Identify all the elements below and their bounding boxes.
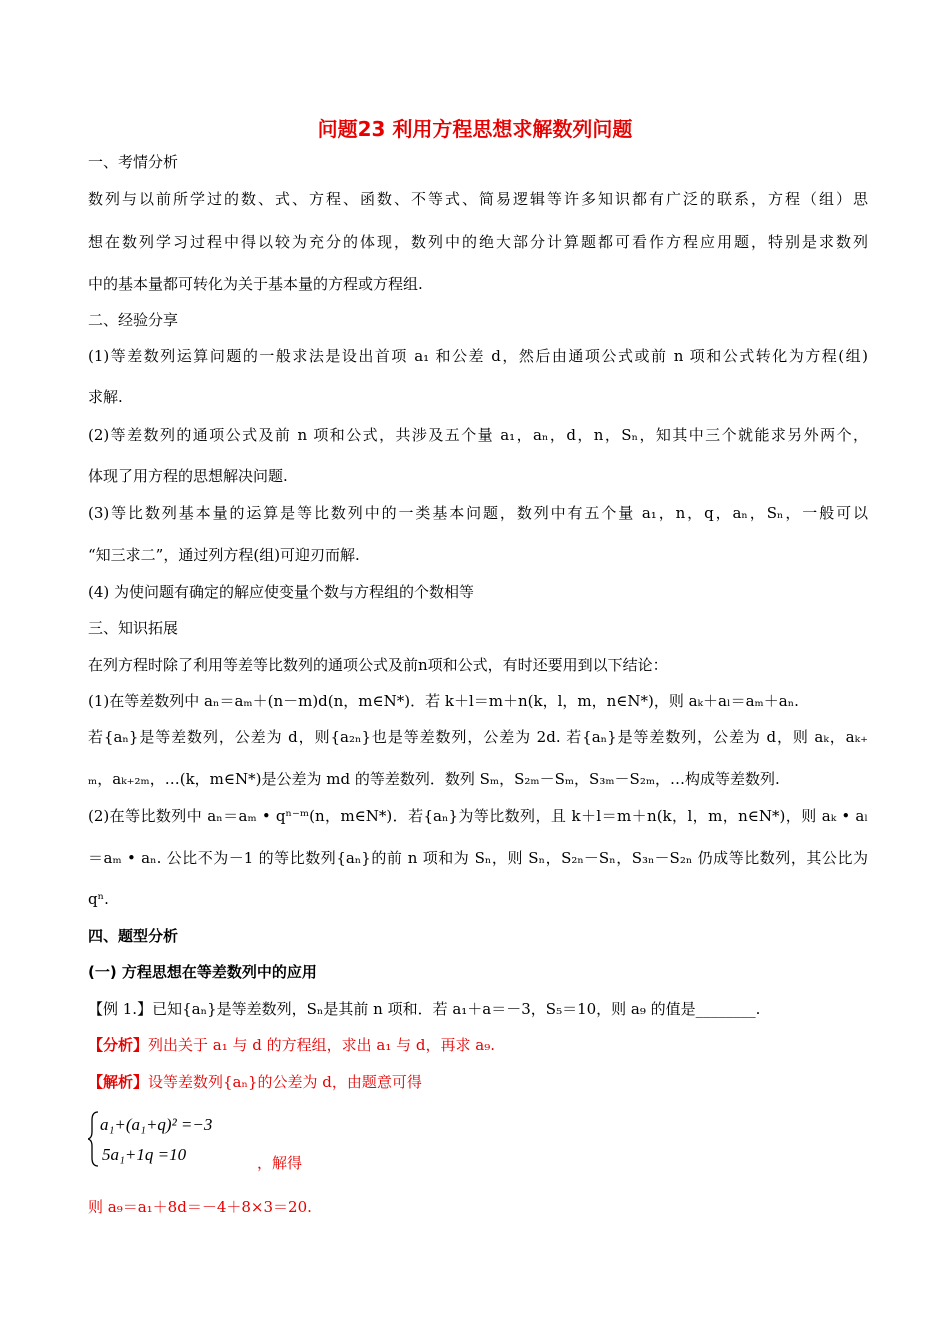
analysis-line	[88, 1034, 868, 1056]
page-title: 问题23 利用方程思想求解数列问题	[317, 117, 633, 141]
paragraph-line: 求解.	[88, 388, 123, 406]
solution-label: 【解析】	[88, 1073, 149, 1091]
brace-icon	[88, 1112, 98, 1166]
paragraph-line: qⁿ.	[88, 890, 109, 908]
solution-text: 设等差数列{aₙ}的公差为 d，由题意可得	[148, 1073, 422, 1091]
section-heading-experience: 二、经验分享	[88, 311, 179, 329]
paragraph-line: 若{aₙ}是等差数列，公差为 d，则{a₂ₙ}也是等差数列，公差为 2d. 若{aₙ}是等差数列，公差为 d，则 aₖ，aₖ₊	[88, 728, 868, 746]
section-heading-knowledge: 三、知识拓展	[88, 619, 179, 637]
paragraph-line: ＝aₘ • aₙ. 公比不为－1 的等比数列{aₙ}的前 n 项和为 Sₙ，则 Sₙ，S₂ₙ－Sₙ，S₃ₙ－S₂ₙ 仍成等比数列，其公比为	[88, 849, 868, 867]
paragraph-line: (1)等差数列运算问题的一般求法是设出首项 a₁ 和公差 d，然后由通项公式或前 n 项和公式转化为方程(组)	[88, 347, 868, 365]
paragraph-line: ₘ，aₖ₊₂ₘ，…(k，m∈N*)是公差为 md 的等差数列．数列 Sₘ，S₂ₘ－Sₘ，S₃ₘ－S₂ₘ，…构成等差数列.	[88, 770, 780, 788]
final-answer-line: 则 a₉＝a₁＋8d＝－4＋8×3＝20.	[88, 1198, 312, 1216]
paragraph-line: (3)等比数列基本量的运算是等比数列中的一类基本问题，数列中有五个量 a₁，n，q，aₙ，Sₙ，一般可以	[88, 504, 868, 522]
section-heading-analysis: 一、考情分析	[88, 153, 179, 171]
paragraph-line: (4) 为使问题有确定的解应使变量个数与方程组的个数相等	[88, 583, 475, 601]
equation-trailing-text: ，解得	[257, 1154, 303, 1172]
solution-line	[88, 1071, 868, 1093]
paragraph-line: 想在数列学习过程中得以较为充分的体现，数列中的绝大部分计算题都可看作方程应用题，特别是求数列	[88, 233, 868, 251]
equation-1: a₁+(a₁+q)² =−3	[100, 1115, 213, 1134]
analysis-label: 【分析】	[88, 1036, 149, 1054]
paragraph-line: (1)在等差数列中 aₙ＝aₘ＋(n－m)d(n，m∈N*)．若 k＋l＝m＋n(k，l，m，n∈N*)，则 aₖ＋aₗ＝aₘ＋aₙ.	[88, 692, 799, 710]
section-heading-problem-types: 四、题型分析	[88, 927, 179, 945]
equation-system	[88, 1108, 258, 1170]
example-label: 【例 1.】	[88, 1000, 153, 1018]
paragraph-line: (2)在等比数列中 aₙ＝aₘ • qⁿ⁻ᵐ(n，m∈N*)．若{aₙ}为等比数列，且 k＋l＝m＋n(k，l，m，n∈N*)，则 aₖ • aₗ	[88, 807, 868, 825]
paragraph-line: 体现了用方程的思想解决问题.	[88, 467, 288, 485]
subsection-heading: (一) 方程思想在等差数列中的应用	[88, 963, 317, 981]
analysis-text: 列出关于 a₁ 与 d 的方程组，求出 a₁ 与 d，再求 a₉.	[148, 1036, 496, 1054]
example-line	[88, 998, 868, 1020]
paragraph-line: (2)等差数列的通项公式及前 n 项和公式，共涉及五个量 a₁，aₙ，d，n，Sₙ，知其中三个就能求另外两个，	[88, 426, 868, 444]
paragraph-line: “知三求二”，通过列方程(组)可迎刃而解.	[88, 546, 360, 564]
paragraph-line: 在列方程时除了利用等差等比数列的通项公式及前n项和公式，有时还要用到以下结论：	[88, 656, 668, 674]
paragraph-line: 数列与以前所学过的数、式、方程、函数、不等式、简易逻辑等许多知识都有广泛的联系，方程（组）思	[88, 190, 868, 208]
equation-2: 5a₁+1q =10	[102, 1145, 187, 1164]
example-text: 已知{aₙ}是等差数列，Sₙ是其前 n 项和．若 a₁＋a＝－3，S₅＝10，则 a₉ 的值是________.	[152, 1000, 761, 1018]
paragraph-line: 中的基本量都可转化为关于基本量的方程或方程组.	[88, 275, 423, 293]
